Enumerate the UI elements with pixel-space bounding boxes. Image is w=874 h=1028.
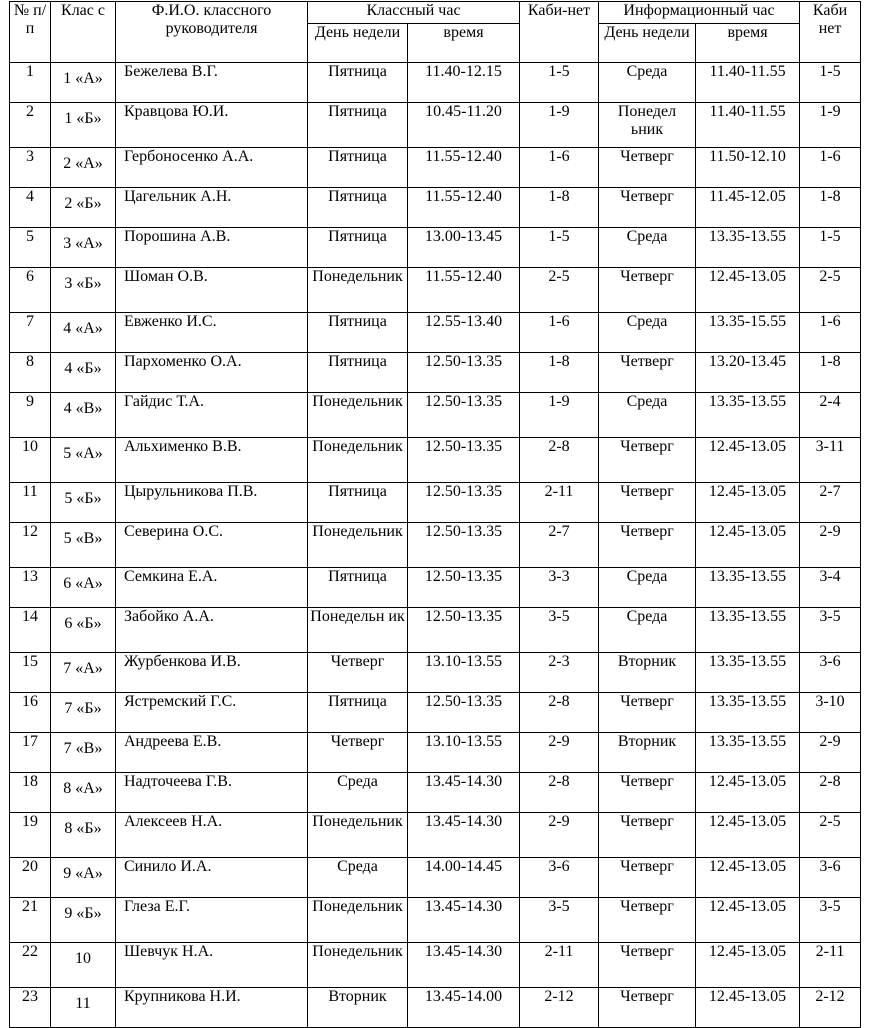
table-row [10,693,861,733]
class-name: 9 «Б» [51,898,116,943]
info-hour-time: 11.45-12.05 [696,188,800,228]
class-name: 6 «Б» [51,608,116,653]
info-hour-room: 1-6 [800,148,861,188]
table-row [10,568,861,608]
class-hour-day: Четверг [308,653,408,693]
row-number: 18 [10,773,51,813]
class-hour-day: Пятница [308,103,408,148]
class-hour-day: Четверг [308,733,408,773]
teacher-name: Пархоменко О.А. [116,353,308,393]
class-name: 5 «А» [51,438,116,483]
info-hour-room: 2-9 [800,523,861,568]
class-hour-day: Понедельник [308,898,408,943]
class-hour-time: 12.50-13.35 [408,693,520,733]
table-row [10,353,861,393]
table-row [10,268,861,313]
header-info-hour: Информационный час [599,2,800,24]
row-number: 11 [10,483,51,523]
teacher-name: Андреева Е.В. [116,733,308,773]
class-name: 3 «Б» [51,268,116,313]
table-row [10,773,861,813]
class-name: 3 «А» [51,228,116,268]
row-number: 17 [10,733,51,773]
class-hour-room: 3-6 [520,858,599,898]
teacher-name: Забойко А.А. [116,608,308,653]
class-hour-time: 14.00-14.45 [408,858,520,898]
class-hour-time: 12.50-13.35 [408,438,520,483]
class-hour-day: Пятница [308,693,408,733]
info-hour-time: 13.35-13.55 [696,693,800,733]
class-hour-day: Понедельник [308,813,408,858]
header-class: Клас с [51,2,116,63]
header-num: № п/п [10,2,51,63]
info-hour-day: Среда [599,63,696,103]
class-hour-time: 13.45-14.30 [408,943,520,988]
class-hour-day: Понедельник [308,943,408,988]
info-hour-time: 13.35-13.55 [696,608,800,653]
class-name: 2 «А» [51,148,116,188]
row-number: 3 [10,148,51,188]
class-hour-room: 1-8 [520,188,599,228]
class-name: 5 «Б» [51,483,116,523]
info-hour-day: Четверг [599,188,696,228]
info-hour-day: Четверг [599,898,696,943]
info-hour-day: Четверг [599,773,696,813]
info-hour-room: 3-11 [800,438,861,483]
info-hour-time: 13.35-13.55 [696,733,800,773]
info-hour-room: 2-12 [800,988,861,1028]
class-name: 2 «Б» [51,188,116,228]
row-number: 10 [10,438,51,483]
table-row [10,393,861,438]
class-hour-room: 1-9 [520,103,599,148]
teacher-name: Евженко И.С. [116,313,308,353]
info-hour-day: Среда [599,228,696,268]
schedule-body [10,63,861,1028]
table-row [10,813,861,858]
class-hour-time: 12.50-13.35 [408,568,520,608]
info-hour-time: 12.45-13.05 [696,438,800,483]
teacher-name: Ястремский Г.С. [116,693,308,733]
info-hour-room: 3-6 [800,653,861,693]
class-hour-room: 3-5 [520,608,599,653]
class-name: 7 «А» [51,653,116,693]
row-number: 9 [10,393,51,438]
row-number: 4 [10,188,51,228]
info-hour-time: 13.35-13.55 [696,653,800,693]
info-hour-time: 12.45-13.05 [696,813,800,858]
class-name: 7 «В» [51,733,116,773]
info-hour-time: 13.35-13.55 [696,393,800,438]
class-hour-room: 3-5 [520,898,599,943]
info-hour-time: 11.40-11.55 [696,63,800,103]
teacher-name: Крупникова Н.И. [116,988,308,1028]
info-hour-day: Четверг [599,148,696,188]
class-hour-time: 13.45-14.30 [408,813,520,858]
info-hour-room: 2-5 [800,268,861,313]
class-name: 1 «А» [51,63,116,103]
table-row [10,653,861,693]
header-class-room: Каби-нет [520,2,599,63]
info-hour-time: 13.20-13.45 [696,353,800,393]
header-info-room: Каби нет [800,2,861,63]
info-hour-room: 1-6 [800,313,861,353]
class-hour-time: 10.45-11.20 [408,103,520,148]
class-name: 7 «Б» [51,693,116,733]
class-hour-room: 2-8 [520,773,599,813]
info-hour-day: Четверг [599,353,696,393]
class-hour-day: Понедельник [308,523,408,568]
table-row [10,608,861,653]
header-class-hour: Классный час [308,2,520,24]
table-row [10,988,861,1028]
class-hour-day: Понедельник [308,268,408,313]
row-number: 19 [10,813,51,858]
class-hour-time: 13.45-14.30 [408,773,520,813]
info-hour-day: Среда [599,313,696,353]
info-hour-room: 1-5 [800,63,861,103]
info-hour-time: 12.45-13.05 [696,898,800,943]
table-row [10,228,861,268]
header-info-time: время [696,24,800,63]
class-hour-day: Пятница [308,483,408,523]
info-hour-time: 13.35-13.55 [696,228,800,268]
info-hour-day: Вторник [599,733,696,773]
row-number: 14 [10,608,51,653]
info-hour-room: 1-9 [800,103,861,148]
teacher-name: Цырульникова П.В. [116,483,308,523]
class-hour-day: Среда [308,773,408,813]
class-hour-room: 2-12 [520,988,599,1028]
class-name: 11 [51,988,116,1028]
table-row [10,483,861,523]
info-hour-day: Четверг [599,268,696,313]
info-hour-room: 2-4 [800,393,861,438]
row-number: 20 [10,858,51,898]
info-hour-day: Вторник [599,653,696,693]
row-number: 12 [10,523,51,568]
class-hour-room: 2-3 [520,653,599,693]
info-hour-day: Четверг [599,988,696,1028]
info-hour-room: 2-7 [800,483,861,523]
class-name: 4 «Б» [51,353,116,393]
info-hour-room: 3-5 [800,898,861,943]
class-hour-day: Среда [308,858,408,898]
class-hour-room: 1-8 [520,353,599,393]
class-name: 5 «В» [51,523,116,568]
class-hour-time: 11.55-12.40 [408,268,520,313]
teacher-name: Порошина А.В. [116,228,308,268]
class-hour-day: Пятница [308,568,408,608]
class-hour-time: 12.50-13.35 [408,483,520,523]
class-name: 1 «Б» [51,103,116,148]
class-hour-time: 13.00-13.45 [408,228,520,268]
class-hour-day: Понедельник [308,393,408,438]
info-hour-day: Четверг [599,693,696,733]
teacher-name: Шевчук Н.А. [116,943,308,988]
info-hour-room: 2-8 [800,773,861,813]
info-hour-day: Среда [599,608,696,653]
info-hour-day: Четверг [599,483,696,523]
info-hour-room: 1-8 [800,188,861,228]
class-hour-room: 2-11 [520,483,599,523]
info-hour-room: 2-11 [800,943,861,988]
teacher-name: Цагельник А.Н. [116,188,308,228]
class-hour-room: 1-6 [520,148,599,188]
class-hour-day: Пятница [308,313,408,353]
class-hour-day: Понедельник [308,438,408,483]
class-name: 10 [51,943,116,988]
schedule-table [9,1,861,1028]
class-name: 4 «В» [51,393,116,438]
info-hour-time: 11.50-12.10 [696,148,800,188]
teacher-name: Шоман О.В. [116,268,308,313]
class-hour-room: 3-3 [520,568,599,608]
table-row [10,733,861,773]
info-hour-time: 12.45-13.05 [696,773,800,813]
class-hour-time: 12.50-13.35 [408,393,520,438]
class-name: 8 «Б» [51,813,116,858]
table-row [10,148,861,188]
table-row [10,523,861,568]
table-row [10,898,861,943]
teacher-name: Альхименко В.В. [116,438,308,483]
class-hour-room: 1-9 [520,393,599,438]
info-hour-room: 3-5 [800,608,861,653]
info-hour-room: 3-6 [800,858,861,898]
header-class-day: День недели [308,24,408,63]
info-hour-room: 3-10 [800,693,861,733]
class-hour-room: 2-9 [520,733,599,773]
class-hour-room: 2-9 [520,813,599,858]
row-number: 6 [10,268,51,313]
info-hour-time: 13.35-13.55 [696,568,800,608]
teacher-name: Семкина Е.А. [116,568,308,608]
table-row [10,943,861,988]
teacher-name: Гайдис Т.А. [116,393,308,438]
info-hour-time: 12.45-13.05 [696,988,800,1028]
class-hour-day: Понедельн ик [308,608,408,653]
row-number: 13 [10,568,51,608]
teacher-name: Бежелева В.Г. [116,63,308,103]
info-hour-time: 12.45-13.05 [696,483,800,523]
class-hour-room: 2-8 [520,693,599,733]
class-hour-room: 1-5 [520,228,599,268]
table-row [10,63,861,103]
row-number: 1 [10,63,51,103]
table-row [10,313,861,353]
class-hour-room: 2-5 [520,268,599,313]
info-hour-time: 11.40-11.55 [696,103,800,148]
class-name: 6 «А» [51,568,116,608]
class-hour-time: 12.50-13.35 [408,523,520,568]
table-row [10,188,861,228]
class-hour-room: 1-5 [520,63,599,103]
teacher-name: Северина О.С. [116,523,308,568]
row-number: 22 [10,943,51,988]
teacher-name: Алексеев Н.А. [116,813,308,858]
header-info-day: День недели [599,24,696,63]
teacher-name: Гербоносенко А.А. [116,148,308,188]
info-hour-day: Четверг [599,523,696,568]
class-hour-time: 13.10-13.55 [408,733,520,773]
class-hour-time: 11.40-12.15 [408,63,520,103]
row-number: 8 [10,353,51,393]
info-hour-time: 12.45-13.05 [696,523,800,568]
class-hour-time: 13.45-14.00 [408,988,520,1028]
row-number: 21 [10,898,51,943]
class-hour-time: 12.50-13.35 [408,608,520,653]
row-number: 23 [10,988,51,1028]
row-number: 5 [10,228,51,268]
class-hour-time: 11.55-12.40 [408,188,520,228]
info-hour-day: Четверг [599,813,696,858]
info-hour-day: Среда [599,393,696,438]
class-hour-room: 2-7 [520,523,599,568]
info-hour-time: 13.35-15.55 [696,313,800,353]
class-hour-day: Пятница [308,148,408,188]
table-row [10,438,861,483]
info-hour-day: Четверг [599,943,696,988]
row-number: 15 [10,653,51,693]
class-hour-time: 11.55-12.40 [408,148,520,188]
class-hour-room: 2-8 [520,438,599,483]
info-hour-time: 12.45-13.05 [696,268,800,313]
class-name: 4 «А» [51,313,116,353]
class-hour-time: 12.55-13.40 [408,313,520,353]
teacher-name: Глеза Е.Г. [116,898,308,943]
info-hour-day: Понедел ьник [599,103,696,148]
row-number: 16 [10,693,51,733]
class-hour-day: Вторник [308,988,408,1028]
info-hour-day: Четверг [599,438,696,483]
class-hour-time: 13.10-13.55 [408,653,520,693]
header-teacher: Ф.И.О. классного руководителя [116,2,308,63]
teacher-name: Синило И.А. [116,858,308,898]
class-hour-day: Пятница [308,228,408,268]
info-hour-room: 1-8 [800,353,861,393]
teacher-name: Журбенкова И.В. [116,653,308,693]
class-hour-day: Пятница [308,63,408,103]
class-hour-time: 13.45-14.30 [408,898,520,943]
table-row [10,103,861,148]
row-number: 7 [10,313,51,353]
teacher-name: Кравцова Ю.И. [116,103,308,148]
class-name: 9 «А» [51,858,116,898]
class-hour-time: 12.50-13.35 [408,353,520,393]
teacher-name: Надточеева Г.В. [116,773,308,813]
info-hour-day: Четверг [599,858,696,898]
info-hour-room: 2-5 [800,813,861,858]
info-hour-time: 12.45-13.05 [696,943,800,988]
info-hour-room: 1-5 [800,228,861,268]
class-hour-room: 1-6 [520,313,599,353]
info-hour-room: 3-4 [800,568,861,608]
table-row [10,858,861,898]
info-hour-time: 12.45-13.05 [696,858,800,898]
info-hour-day: Среда [599,568,696,608]
class-name: 8 «А» [51,773,116,813]
class-hour-day: Пятница [308,188,408,228]
class-hour-room: 2-11 [520,943,599,988]
header-class-time: время [408,24,520,63]
row-number: 2 [10,103,51,148]
info-hour-room: 2-9 [800,733,861,773]
class-hour-day: Пятница [308,353,408,393]
